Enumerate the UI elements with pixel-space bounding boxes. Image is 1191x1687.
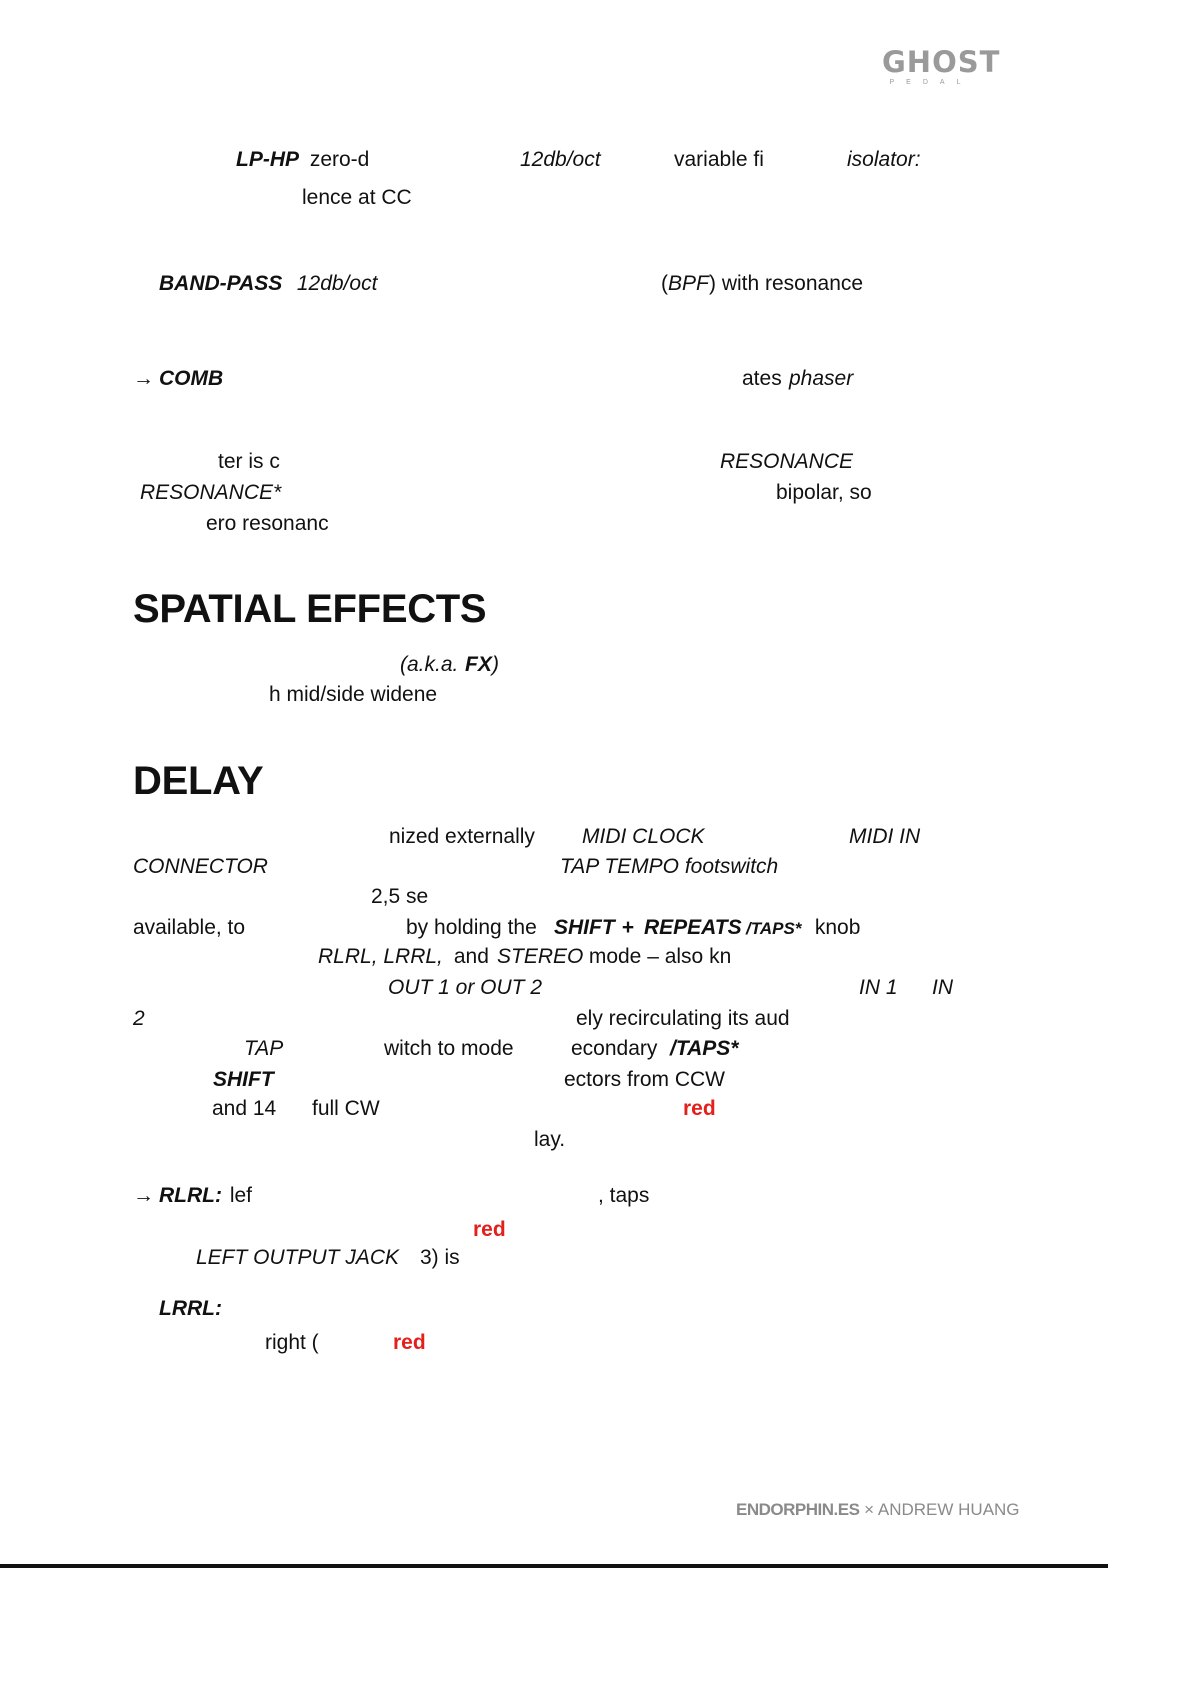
rlrl-arrow: → (133, 1184, 160, 1207)
comb-name: COMB (159, 367, 224, 390)
delay-l6-in: IN (932, 976, 953, 999)
delay-l8-text-1: witch to mode (384, 1037, 514, 1060)
bandpass-slope: 12db/oct (291, 272, 378, 295)
delay-l10-text-1: and 14 (212, 1097, 277, 1120)
footer-x: × (859, 1500, 878, 1519)
delay-l4-shift: SHIFT (554, 916, 615, 939)
resonance-name-1: RESONANCE (720, 450, 854, 473)
bandpass-name: BAND-PASS (159, 272, 283, 295)
delay-midi-in: MIDI IN (849, 825, 921, 848)
delay-l5-and: and (448, 945, 495, 968)
delay-l9-shift: SHIFT (213, 1068, 274, 1091)
lphp-text-2: variable fi (674, 148, 764, 171)
lphp-isolator: isolator: (847, 148, 921, 171)
delay-l4-text-2: by holding the (406, 916, 543, 939)
spatial-aka-open: (a.k.a. (400, 653, 465, 676)
comb-text-1: ates (742, 367, 788, 390)
rlrl-text-2: , taps (598, 1184, 650, 1207)
delay-l9-text: ectors from CCW (564, 1068, 726, 1091)
lphp-line-2: lence at CC (302, 186, 412, 209)
rlrl-left-output-jack: LEFT OUTPUT JACK (196, 1246, 400, 1269)
delay-connector: CONNECTOR (133, 855, 268, 878)
delay-l6-out: OUT 1 or OUT 2 (388, 976, 543, 999)
footer-artist: ANDREW HUANG (877, 1500, 1020, 1519)
spatial-aka-close: ) (492, 653, 499, 676)
delay-l10-red: red (683, 1097, 716, 1120)
delay-l8-tap: TAP (244, 1037, 284, 1060)
spatial-effects-heading: SPATIAL EFFECTS (133, 587, 487, 631)
delay-l7-text: ely recirculating its aud (576, 1007, 790, 1030)
rlrl-text-1: lef (224, 1184, 253, 1207)
delay-l10-text-2: full CW (312, 1097, 380, 1120)
delay-heading: DELAY (133, 759, 264, 803)
delay-tap-tempo: TAP TEMPO footswitch (560, 855, 779, 878)
resonance-text-1: ter is c (218, 450, 280, 473)
rlrl-text-3: 3) is (420, 1246, 460, 1269)
delay-l5-tail: mode – also kn (583, 945, 732, 968)
delay-l8-text-2: econdary (571, 1037, 664, 1060)
delay-l4-knob: knob (809, 916, 861, 939)
lrrl-name: LRRL: (159, 1297, 222, 1320)
resonance-text-3: ero resonanc (206, 512, 329, 535)
spatial-aka-fx: FX (465, 653, 492, 676)
resonance-text-2: bipolar, so (776, 481, 872, 504)
lrrl-text-1: right ( (265, 1331, 319, 1354)
bandpass-paren-open: ( (661, 272, 668, 295)
footer-rule (0, 1564, 1108, 1568)
comb-arrow: → (133, 367, 160, 390)
delay-l5-stereo: STEREO (497, 945, 584, 968)
delay-l6-in1: IN 1 (859, 976, 898, 999)
footer-brand: ENDORPHIN.ES (736, 1500, 860, 1519)
bandpass-abbr: BPF (668, 272, 709, 295)
delay-l1-text: nized externally (389, 825, 535, 848)
delay-l4-repeats: REPEATS (644, 916, 742, 939)
delay-l4-text-1: available, to (133, 916, 246, 939)
logo-sub: PEDAL (889, 79, 973, 86)
rlrl-name: RLRL: (159, 1184, 222, 1207)
logo-word: GHOST (882, 45, 1001, 79)
lphp-name: LP-HP (236, 148, 299, 171)
delay-l4-taps: /TAPS* (746, 919, 802, 938)
lrrl-red: red (393, 1331, 426, 1354)
resonance-name-2: RESONANCE* (140, 481, 282, 504)
bandpass-tail: ) with resonance (709, 272, 864, 295)
lphp-slope: 12db/oct (520, 148, 601, 171)
footer-credit (736, 1500, 1020, 1520)
delay-l5-modes: RLRL, LRRL, (318, 945, 443, 968)
delay-l3-text: 2,5 se (371, 885, 429, 908)
delay-l11-text: lay. (534, 1128, 566, 1151)
lphp-text-1: zero-d (304, 148, 370, 171)
delay-l4-plus: + (616, 916, 640, 939)
comb-phaser: phaser (789, 367, 854, 390)
rlrl-red: red (473, 1218, 506, 1241)
spatial-line-2: h mid/side widene (269, 683, 438, 706)
delay-l8-taps: /TAPS* (670, 1037, 739, 1060)
delay-midi-clock: MIDI CLOCK (582, 825, 705, 848)
ghost-pedal-logo (882, 45, 1001, 86)
delay-l7-two: 2 (133, 1007, 145, 1030)
